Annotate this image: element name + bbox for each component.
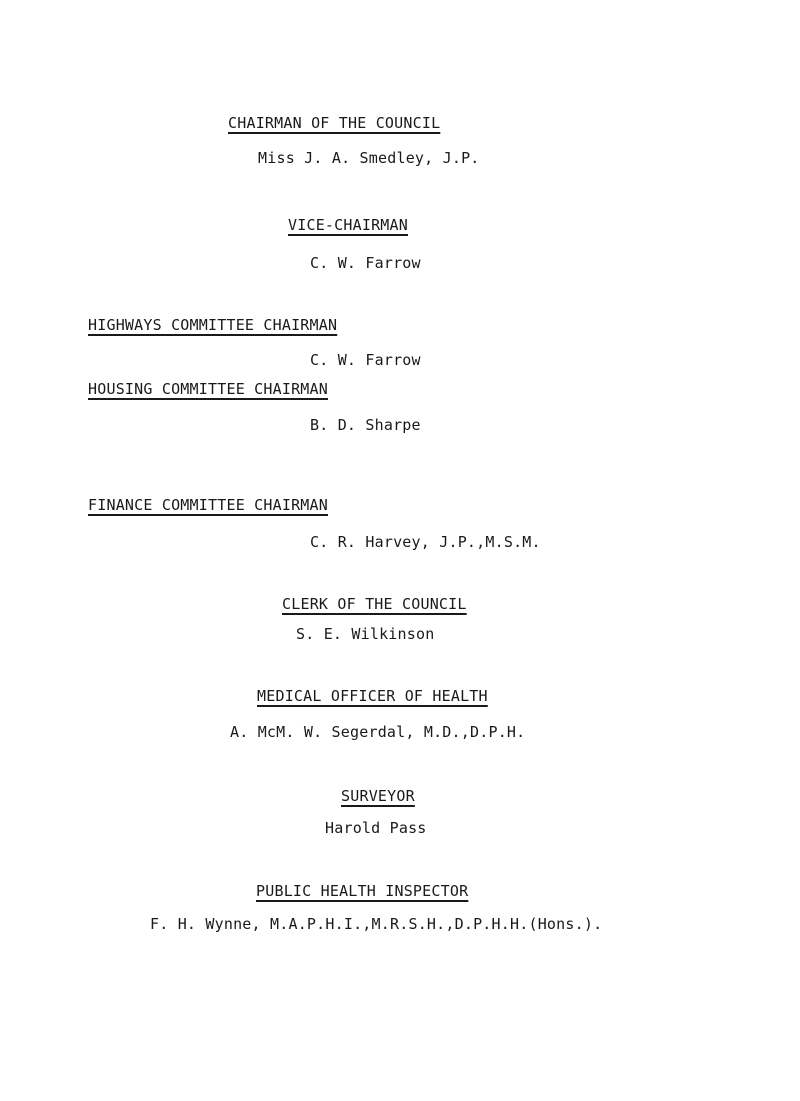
clerk-name: S. E. Wilkinson <box>296 625 435 643</box>
clerk-heading: CLERK OF THE COUNCIL <box>282 595 467 613</box>
finance-committee-name: C. R. Harvey, J.P.,M.S.M. <box>310 533 541 551</box>
chairman-heading: CHAIRMAN OF THE COUNCIL <box>228 114 441 132</box>
medical-officer-name: A. McM. W. Segerdal, M.D.,D.P.H. <box>230 723 526 741</box>
public-health-inspector-heading: PUBLIC HEALTH INSPECTOR <box>256 882 469 900</box>
vice-chairman-name: C. W. Farrow <box>310 254 421 272</box>
highways-committee-name: C. W. Farrow <box>310 351 421 369</box>
housing-committee-name: B. D. Sharpe <box>310 416 421 434</box>
surveyor-heading: SURVEYOR <box>341 787 415 805</box>
public-health-inspector-name: F. H. Wynne, M.A.P.H.I.,M.R.S.H.,D.P.H.H.(Hons.). <box>150 915 603 933</box>
vice-chairman-heading: VICE-CHAIRMAN <box>288 216 408 234</box>
housing-committee-heading: HOUSING COMMITTEE CHAIRMAN <box>88 380 328 398</box>
medical-officer-heading: MEDICAL OFFICER OF HEALTH <box>257 687 488 705</box>
surveyor-name: Harold Pass <box>325 819 427 837</box>
chairman-name: Miss J. A. Smedley, J.P. <box>258 149 480 167</box>
finance-committee-heading: FINANCE COMMITTEE CHAIRMAN <box>88 496 328 514</box>
highways-committee-heading: HIGHWAYS COMMITTEE CHAIRMAN <box>88 316 338 334</box>
